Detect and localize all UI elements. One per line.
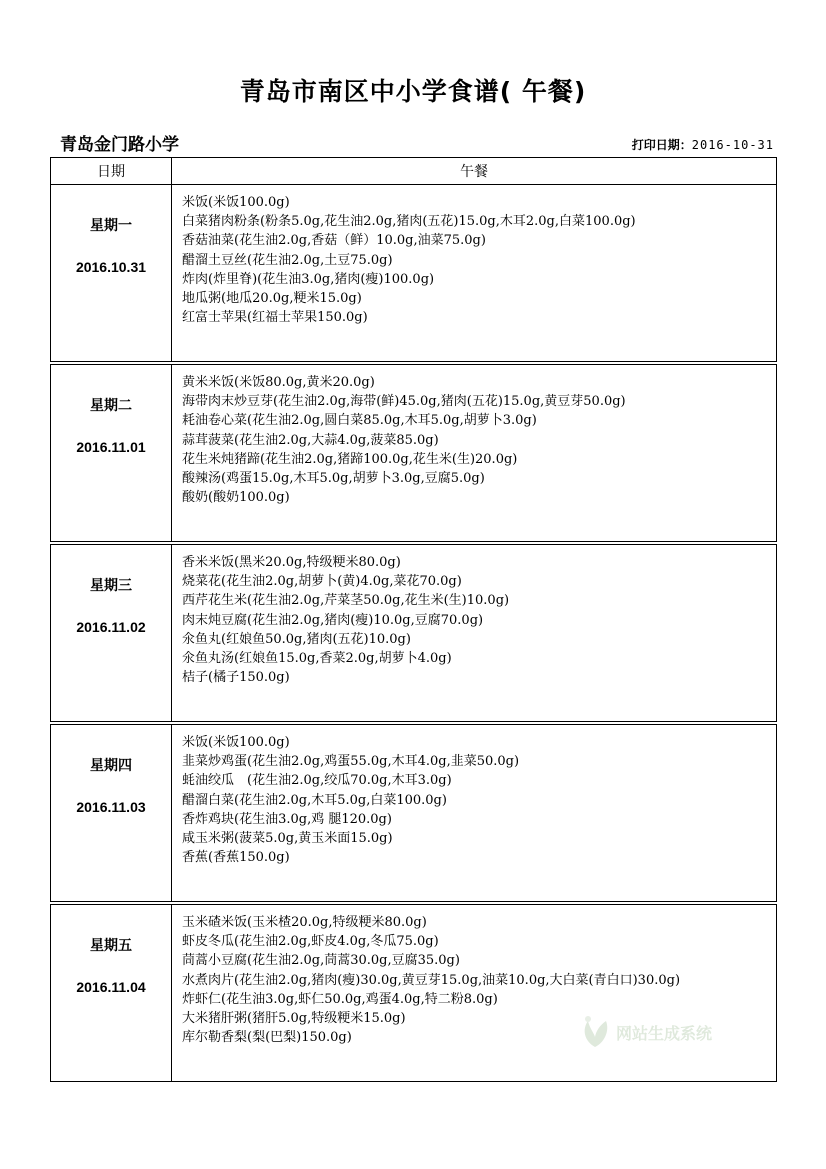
- dish-item: 库尔勒香梨(梨(巴梨)150.0g): [182, 1030, 352, 1046]
- menu-body: [51, 185, 777, 1082]
- dish-item: 地瓜粥(地瓜20.0g,粳米15.0g): [182, 291, 362, 307]
- dish-item: 氽鱼丸汤(红娘鱼15.0g,香菜2.0g,胡萝卜4.0g): [182, 651, 452, 667]
- date-value: 2016.11.03: [76, 799, 146, 815]
- date-cell: [51, 185, 172, 362]
- dish-item: 酸辣汤(鸡蛋15.0g,木耳5.0g,胡萝卜3.0g,豆腐5.0g): [182, 471, 485, 487]
- dish-item: 香菇油菜(花生油2.0g,香菇（鲜）10.0g,油菜75.0g): [182, 233, 486, 249]
- dish-item: 肉末炖豆腐(花生油2.0g,猪肉(瘦)10.0g,豆腐70.0g): [182, 612, 484, 628]
- dish-item: 蚝油绞瓜 (花生油2.0g,绞瓜70.0g,木耳3.0g): [182, 773, 452, 789]
- date-column-header: 日期: [51, 158, 172, 185]
- dish-item: 炸虾仁(花生油3.0g,虾仁50.0g,鸡蛋4.0g,特二粉8.0g): [182, 991, 498, 1007]
- lunch-cell: [172, 365, 777, 542]
- date-cell: [51, 905, 172, 1082]
- date-cell: [51, 545, 172, 722]
- weekday-label: 星期二: [90, 398, 132, 414]
- table-row: [51, 365, 777, 542]
- weekday-label: 星期一: [90, 218, 132, 234]
- date-value: 2016.11.01: [76, 439, 146, 455]
- lunch-cell: [172, 725, 777, 902]
- lunch-cell: [172, 905, 777, 1082]
- date-value: 2016.10.31: [75, 259, 147, 275]
- dish-list: [172, 365, 776, 507]
- dish-item: 香米米饭(黑米20.0g,特级粳米80.0g): [182, 555, 401, 570]
- table-row: [51, 725, 777, 902]
- dish-item: 酸奶(酸奶100.0g): [182, 490, 290, 506]
- dish-item: 桔子(橘子150.0g): [182, 670, 290, 686]
- date-value: 2016.11.02: [76, 619, 146, 635]
- dish-item: 耗油卷心菜(花生油2.0g,圆白菜85.0g,木耳5.0g,胡萝卜3.0g): [182, 413, 537, 429]
- watermark-text: 网站生成系统: [616, 1023, 713, 1043]
- date-cell: [51, 365, 172, 542]
- table-header-row: [51, 158, 777, 185]
- dish-item: 米饭(米饭100.0g): [182, 195, 290, 210]
- table-row: [51, 185, 777, 362]
- dish-item: 西芹花生米(花生油2.0g,芹菜茎50.0g,花生米(生)10.0g): [182, 593, 510, 609]
- print-date: [632, 136, 774, 153]
- print-date-label: 打印日期：: [631, 138, 692, 152]
- table-row: [51, 905, 777, 1082]
- weekday-label: 星期五: [90, 938, 132, 954]
- lunch-cell: [172, 185, 777, 362]
- dish-item: 醋溜土豆丝(花生油2.0g,土豆75.0g): [182, 252, 393, 268]
- date-cell: [51, 725, 172, 902]
- dish-list: [172, 725, 776, 867]
- dish-item: 烧菜花(花生油2.0g,胡萝卜(黄)4.0g,菜花70.0g): [182, 574, 462, 590]
- lunch-cell: [172, 545, 777, 722]
- menu-table: [50, 157, 777, 1082]
- lunch-column-header: 午餐: [172, 158, 777, 185]
- dish-item: 白菜猪肉粉条(粉条5.0g,花生油2.0g,猪肉(五花)15.0g,木耳2.0g,白菜100.0g): [182, 214, 636, 230]
- dish-list: [172, 545, 776, 687]
- dish-item: 黄米米饭(米饭80.0g,黄米20.0g): [182, 375, 375, 390]
- dish-item: 花生米炖猪蹄(花生油2.0g,猪蹄100.0g,花生米(生)20.0g): [182, 451, 518, 467]
- weekday-label: 星期三: [90, 578, 132, 594]
- dish-item: 海带肉末炒豆芽(花生油2.0g,海带(鲜)45.0g,猪肉(五花)15.0g,黄豆芽50.0g): [182, 394, 626, 410]
- dish-item: 水煮肉片(花生油2.0g,猪肉(瘦)30.0g,黄豆芽15.0g,油菜10.0g,大白菜(青白口)30.0g): [182, 972, 681, 988]
- dish-item: 韭菜炒鸡蛋(花生油2.0g,鸡蛋55.0g,木耳4.0g,韭菜50.0g): [182, 754, 520, 770]
- dish-item: 香蕉(香蕉150.0g): [182, 850, 290, 866]
- school-name: 青岛金门路小学: [60, 135, 179, 155]
- dish-item: 玉米碴米饭(玉米楂20.0g,特级粳米80.0g): [182, 915, 427, 930]
- dish-item: 蒜茸菠菜(花生油2.0g,大蒜4.0g,菠菜85.0g): [182, 432, 439, 448]
- date-value: 2016.11.04: [76, 979, 146, 995]
- dish-item: 虾皮冬瓜(花生油2.0g,虾皮4.0g,冬瓜75.0g): [182, 934, 439, 950]
- weekday-label: 星期四: [90, 758, 132, 774]
- print-date-value: 2016-10-31: [691, 138, 774, 152]
- dish-item: 香炸鸡块(花生油3.0g,鸡 腿120.0g): [182, 811, 392, 827]
- dish-item: 米饭(米饭100.0g): [182, 735, 290, 750]
- page-title: 青岛市南区中小学食谱( 午餐): [239, 77, 587, 106]
- watermark: [580, 1015, 712, 1049]
- dish-item: 红富士苹果(红福士苹果150.0g): [182, 310, 368, 326]
- dish-item: 醋溜白菜(花生油2.0g,木耳5.0g,白菜100.0g): [182, 792, 447, 808]
- dish-item: 大米猪肝粥(猪肝5.0g,特级粳米15.0g): [182, 1011, 406, 1027]
- leaf-logo-icon: [580, 1015, 610, 1049]
- table-row: [51, 545, 777, 722]
- dish-item: 茼蒿小豆腐(花生油2.0g,茼蒿30.0g,豆腐35.0g): [182, 953, 460, 969]
- dish-item: 咸玉米粥(菠菜5.0g,黄玉米面15.0g): [182, 831, 393, 847]
- dish-list: [172, 185, 776, 327]
- dish-item: 氽鱼丸(红娘鱼50.0g,猪肉(五花)10.0g): [182, 631, 411, 647]
- dish-item: 炸肉(炸里脊)(花生油3.0g,猪肉(瘦)100.0g): [182, 271, 435, 287]
